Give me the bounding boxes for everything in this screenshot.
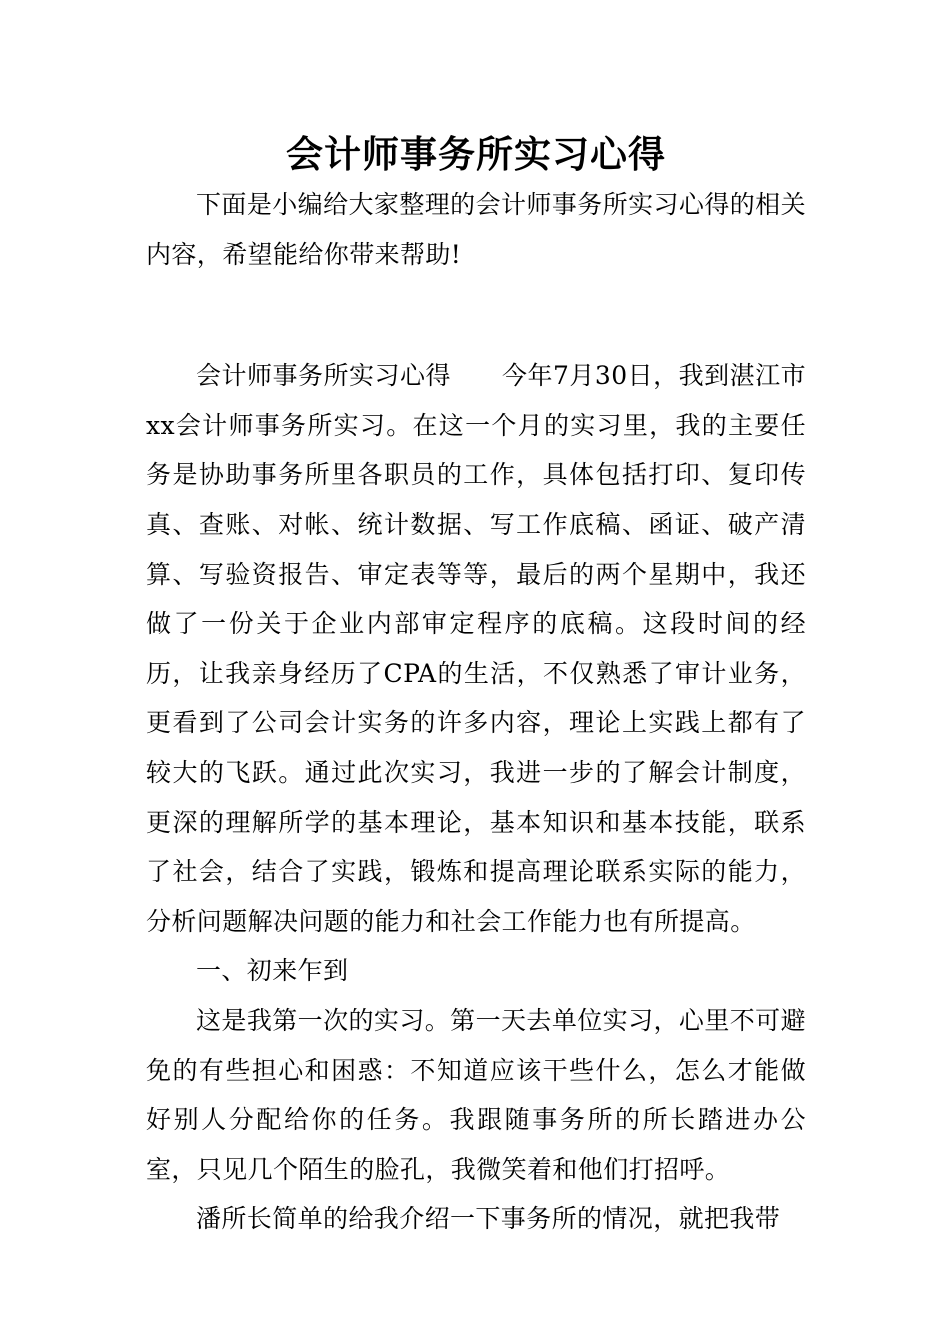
document-page bbox=[146, 128, 806, 1244]
document-title: 会计师事务所实习心得 bbox=[286, 132, 666, 176]
body-paragraph-1: 会计师事务所实习心得 今年7月30日，我到湛江市xx会计师事务所实习。在这一个月的实习里，我的主要任务是协助事务所里各职员的工作，具体包括打印、复印传真、查账、对帐、统计数据、写工作底稿、函证、破产清算、写验资报告、审定表等等，最后的两个星期中，我还做了一份关于企业内部审定程序的底稿。这段时间的经历，让我亲身经历了CPA的生活，不仅熟悉了审计业务，更看到了公司会计实务的许多内容，理论上实践上都有了较大的飞跃。通过此次实习，我进一步的了解会计制度，更深的理解所学的基本理论，基本知识和基本技能，联系了社会，结合了实践，锻炼和提高理论联系实际的能力，分析问题解决问题的能力和社会工作能力也有所提高。 bbox=[146, 361, 806, 936]
section-heading-1: 一、初来乍到 bbox=[196, 956, 349, 986]
body-paragraph-2: 这是我第一次的实习。第一天去单位实习，心里不可避免的有些担心和困惑：不知道应该干些什么，怎么才能做好别人分配给你的任务。我跟随事务所的所长踏进办公室，只见几个陌生的脸孔，我微笑着和他们打招呼。 bbox=[146, 1005, 806, 1184]
body-paragraph-3: 潘所长简单的给我介绍一下事务所的情况，就把我带 bbox=[196, 1204, 781, 1234]
intro-paragraph: 下面是小编给大家整理的会计师事务所实习心得的相关内容，希望能给你带来帮助! bbox=[146, 190, 806, 269]
paragraph-spacer bbox=[146, 279, 806, 351]
